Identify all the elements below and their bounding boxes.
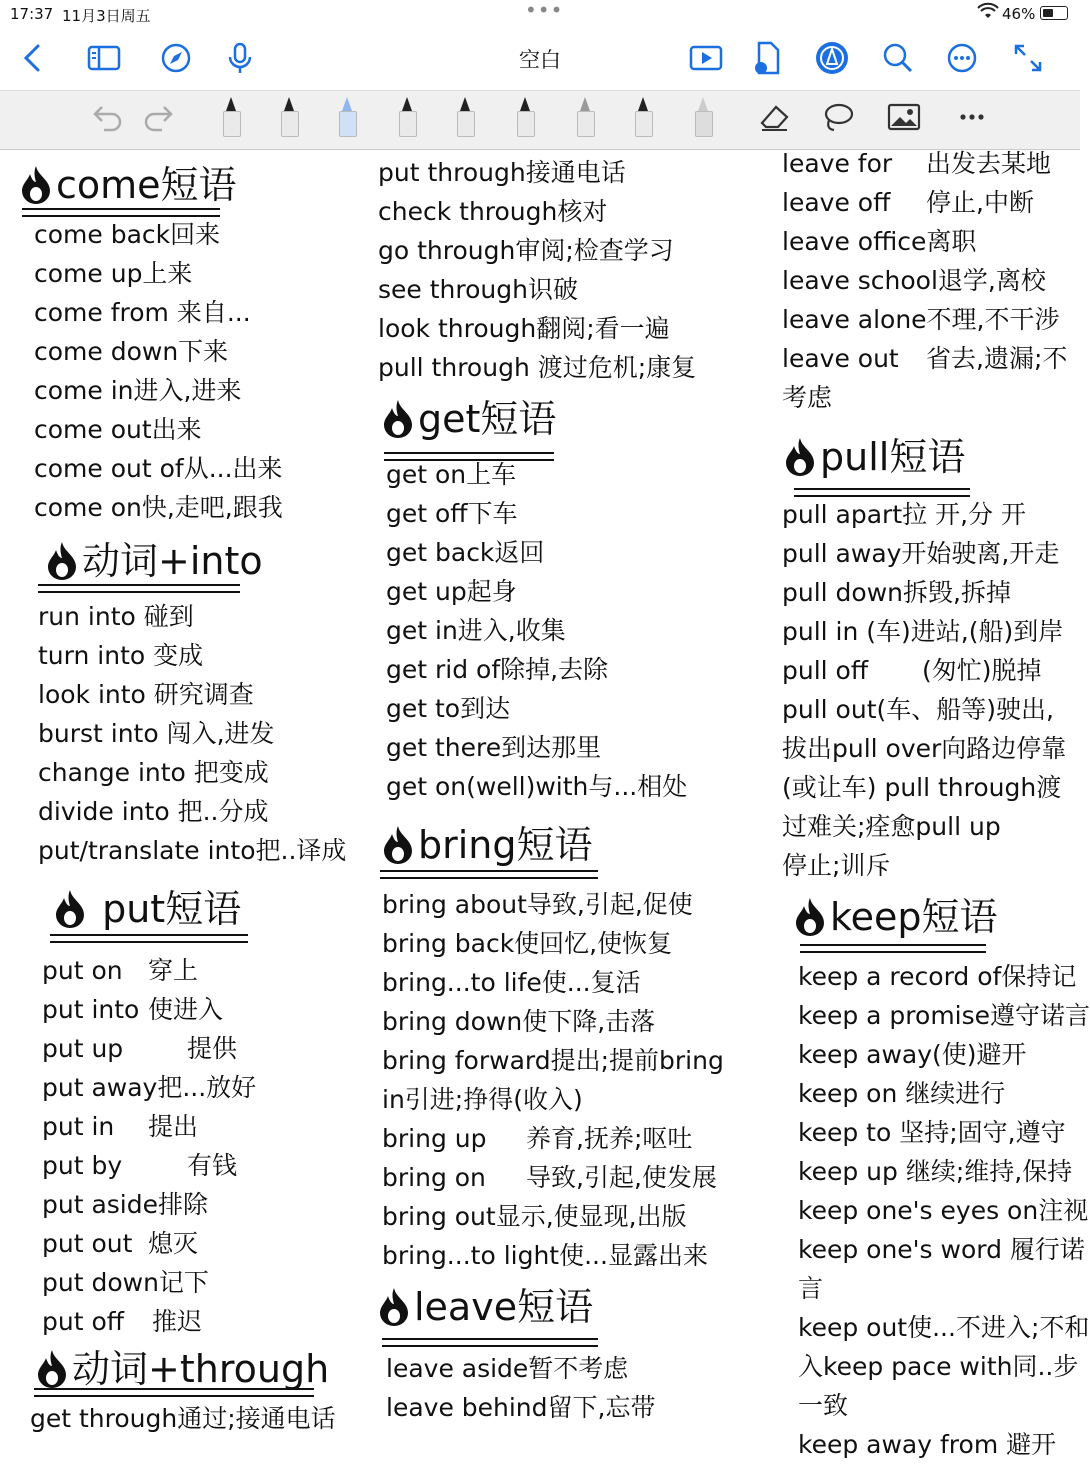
list-item: put up 提供: [42, 1034, 238, 1063]
list-item: pull off (匆忙)脱掉: [782, 656, 1042, 685]
list-item: put on 穿上: [42, 956, 199, 985]
redo-icon[interactable]: [138, 99, 178, 139]
list-item: get up起身: [386, 577, 517, 606]
list-item: look through翻阅;看一遍: [378, 314, 670, 343]
heading-pull: pull短语: [782, 432, 965, 482]
list-item: leave behind留下,忘带: [386, 1393, 656, 1422]
list-item: pull down拆毁,拆掉: [782, 578, 1011, 607]
pencil-tool[interactable]: [574, 97, 596, 143]
list-item: keep a record of保持记: [798, 962, 1077, 991]
heading-get: get短语: [380, 394, 556, 444]
list-item: 过难关;痊愈pull up: [782, 812, 1001, 841]
image-icon[interactable]: [884, 99, 924, 139]
list-item: 入keep pace with同..步: [798, 1352, 1079, 1381]
list-item: check through核对: [378, 197, 608, 226]
list-item: leave out 省去,遗漏;不: [782, 344, 1068, 373]
list-item: bring about导致,引起,促使: [382, 890, 693, 919]
brush-tool[interactable]: [692, 97, 714, 143]
heading-underline: [34, 1388, 314, 1397]
list-item: put down记下: [42, 1268, 209, 1297]
list-item: put in 提出: [42, 1112, 199, 1141]
list-item: get on(well)with与...相处: [386, 772, 688, 801]
list-item: put through接通电话: [378, 158, 626, 187]
list-item: put aside排除: [42, 1190, 209, 1219]
heading-put: put短语: [52, 884, 241, 934]
list-item: bring...to life使...复活: [382, 968, 641, 997]
list-item: pull away开始驶离,开走: [782, 539, 1060, 568]
list-item: keep to 坚持;固守,遵守: [798, 1118, 1066, 1147]
chevron-left-icon[interactable]: [16, 40, 52, 76]
pen-tool-4[interactable]: [454, 97, 476, 143]
heading-leave: leave短语: [376, 1282, 593, 1332]
list-item: bring out显示,使显现,出版: [382, 1202, 687, 1231]
list-item: look into 研究调查: [38, 680, 254, 709]
list-item: in引进;挣得(收入): [382, 1085, 583, 1114]
expand-icon[interactable]: [1010, 40, 1046, 76]
list-item: come out出来: [34, 415, 202, 444]
wifi-icon: [978, 4, 998, 24]
list-item: come from 来自...: [34, 298, 251, 327]
more-icon[interactable]: [944, 40, 980, 76]
status-date: 11月3日周五: [62, 7, 151, 25]
list-item: leave for 出发去某地: [782, 149, 1052, 178]
list-item: get on上车: [386, 460, 517, 489]
list-item: get back返回: [386, 538, 545, 567]
pen-tool-2[interactable]: [278, 97, 300, 143]
list-item: come back回来: [34, 220, 221, 249]
lasso-icon[interactable]: [818, 99, 858, 139]
heading-underline: [800, 944, 986, 953]
list-item: leave office离职: [782, 227, 977, 256]
heading-keep: keep短语: [792, 892, 998, 942]
fire-icon: [52, 888, 88, 928]
list-item: keep one's word 履行诺: [798, 1235, 1085, 1264]
list-item: get to到达: [386, 694, 511, 723]
list-item: come in进入,进来: [34, 376, 242, 405]
heading-underline: [380, 870, 598, 879]
fire-icon: [782, 436, 818, 476]
list-item: pull in (车)进站,(船)到岸: [782, 617, 1064, 646]
list-item: 一致: [798, 1391, 849, 1420]
status-time: 17:37: [10, 5, 54, 23]
heading-underline: [382, 1338, 598, 1347]
list-item: put/translate into把..译成: [38, 836, 347, 865]
search-icon[interactable]: [880, 40, 916, 76]
list-item: pull through 渡过危机;康复: [378, 353, 697, 382]
note-page[interactable]: [0, 148, 1090, 1459]
fire-icon: [34, 1348, 70, 1388]
list-item: leave school退学,离校: [782, 266, 1046, 295]
battery-icon: [1040, 6, 1068, 20]
highlighter-tool[interactable]: [336, 97, 358, 143]
list-item: keep away(使)避开: [798, 1040, 1027, 1069]
play-icon[interactable]: [688, 40, 724, 76]
list-item: leave off 停止,中断: [782, 188, 1034, 217]
pen-tool-5[interactable]: [514, 97, 536, 143]
list-item: put by 有钱: [42, 1151, 238, 1180]
list-item: go through审阅;检查学习: [378, 236, 674, 265]
list-item: bring on 导致,引起,使发展: [382, 1163, 717, 1192]
list-item: see through识破: [378, 275, 578, 304]
list-item: bring down使下降,击落: [382, 1007, 656, 1036]
list-item: 拔出pull over向路边停靠: [782, 734, 1067, 763]
fire-icon: [44, 540, 80, 580]
fire-icon: [380, 824, 416, 864]
fire-icon: [792, 896, 828, 936]
nav-bar: [0, 28, 1080, 90]
list-item: run into 碰到: [38, 602, 194, 631]
list-item: put out 熄灭: [42, 1229, 199, 1258]
list-item: get off下车: [386, 499, 518, 528]
list-item: pull apart拉 开,分 开: [782, 500, 1026, 529]
drawing-toolbar: [0, 90, 1080, 150]
list-item: burst into 闯入,进发: [38, 719, 275, 748]
sidebar-icon[interactable]: [86, 40, 122, 76]
status-bar: [0, 0, 1080, 28]
battery-percent: 46%: [1002, 5, 1036, 23]
pen-circle-icon[interactable]: [814, 40, 850, 76]
undo-icon[interactable]: [88, 99, 128, 139]
list-item: bring forward提出;提前bring: [382, 1046, 724, 1075]
microphone-icon[interactable]: [222, 40, 258, 76]
list-item: get there到达那里: [386, 733, 602, 762]
fire-icon: [18, 164, 54, 204]
list-item: 言: [798, 1274, 824, 1303]
heading-bring: bring短语: [380, 820, 593, 870]
list-item: bring back使回忆,使恢复: [382, 929, 673, 958]
heading-come: come短语: [18, 160, 237, 210]
heading-into: 动词+into: [44, 536, 263, 586]
list-item: leave alone不理,不干涉: [782, 305, 1060, 334]
list-item: turn into 变成: [38, 641, 204, 670]
list-item: get through通过;接通电话: [30, 1404, 336, 1433]
list-item: pull out(车、船等)驶出,: [782, 695, 1054, 724]
heading-underline: [50, 934, 248, 943]
list-item: put away把...放好: [42, 1073, 257, 1102]
list-item: get in进入,收集: [386, 616, 566, 645]
page-title: 空白: [519, 48, 561, 72]
eraser-icon[interactable]: [754, 99, 794, 139]
list-item: get rid of除掉,去除: [386, 655, 609, 684]
list-item: put off 推迟: [42, 1307, 203, 1336]
list-item: come out of从...出来: [34, 454, 283, 483]
fountain-pen-tool[interactable]: [632, 97, 654, 143]
list-item: keep out使...不进入;不和: [798, 1313, 1090, 1342]
list-item: keep up 继续;维持,保持: [798, 1157, 1073, 1186]
list-item: change into 把变成: [38, 758, 269, 787]
fire-icon: [380, 398, 416, 438]
list-item: keep away from 避开: [798, 1430, 1057, 1459]
list-item: bring...to light使...显露出来: [382, 1241, 708, 1270]
pen-tool-1[interactable]: [220, 97, 242, 143]
multitask-dots[interactable]: •••: [525, 0, 564, 22]
heading-through: 动词+through: [34, 1344, 329, 1394]
fire-icon: [376, 1286, 412, 1326]
list-item: put into 使进入: [42, 995, 224, 1024]
toolbar-more-icon[interactable]: [952, 99, 992, 139]
heading-underline: [38, 584, 240, 593]
list-item: come up上来: [34, 259, 193, 288]
document-icon[interactable]: [750, 40, 786, 76]
list-item: 停止;训斥: [782, 851, 891, 880]
list-item: keep one's eyes on注视: [798, 1196, 1089, 1225]
list-item: (或让车) pull through渡: [782, 773, 1062, 802]
list-item: leave aside暂不考虑: [386, 1354, 629, 1383]
list-item: come on快,走吧,跟我: [34, 493, 283, 522]
list-item: keep a promise遵守诺言: [798, 1001, 1090, 1030]
pen-tool-3[interactable]: [396, 97, 418, 143]
list-item: come down下来: [34, 337, 229, 366]
list-item: divide into 把..分成: [38, 797, 269, 826]
list-item: keep on 继续进行: [798, 1079, 1006, 1108]
list-item: 考虑: [782, 383, 833, 412]
compass-icon[interactable]: [158, 40, 194, 76]
list-item: bring up 养育,抚养;呕吐: [382, 1124, 693, 1153]
